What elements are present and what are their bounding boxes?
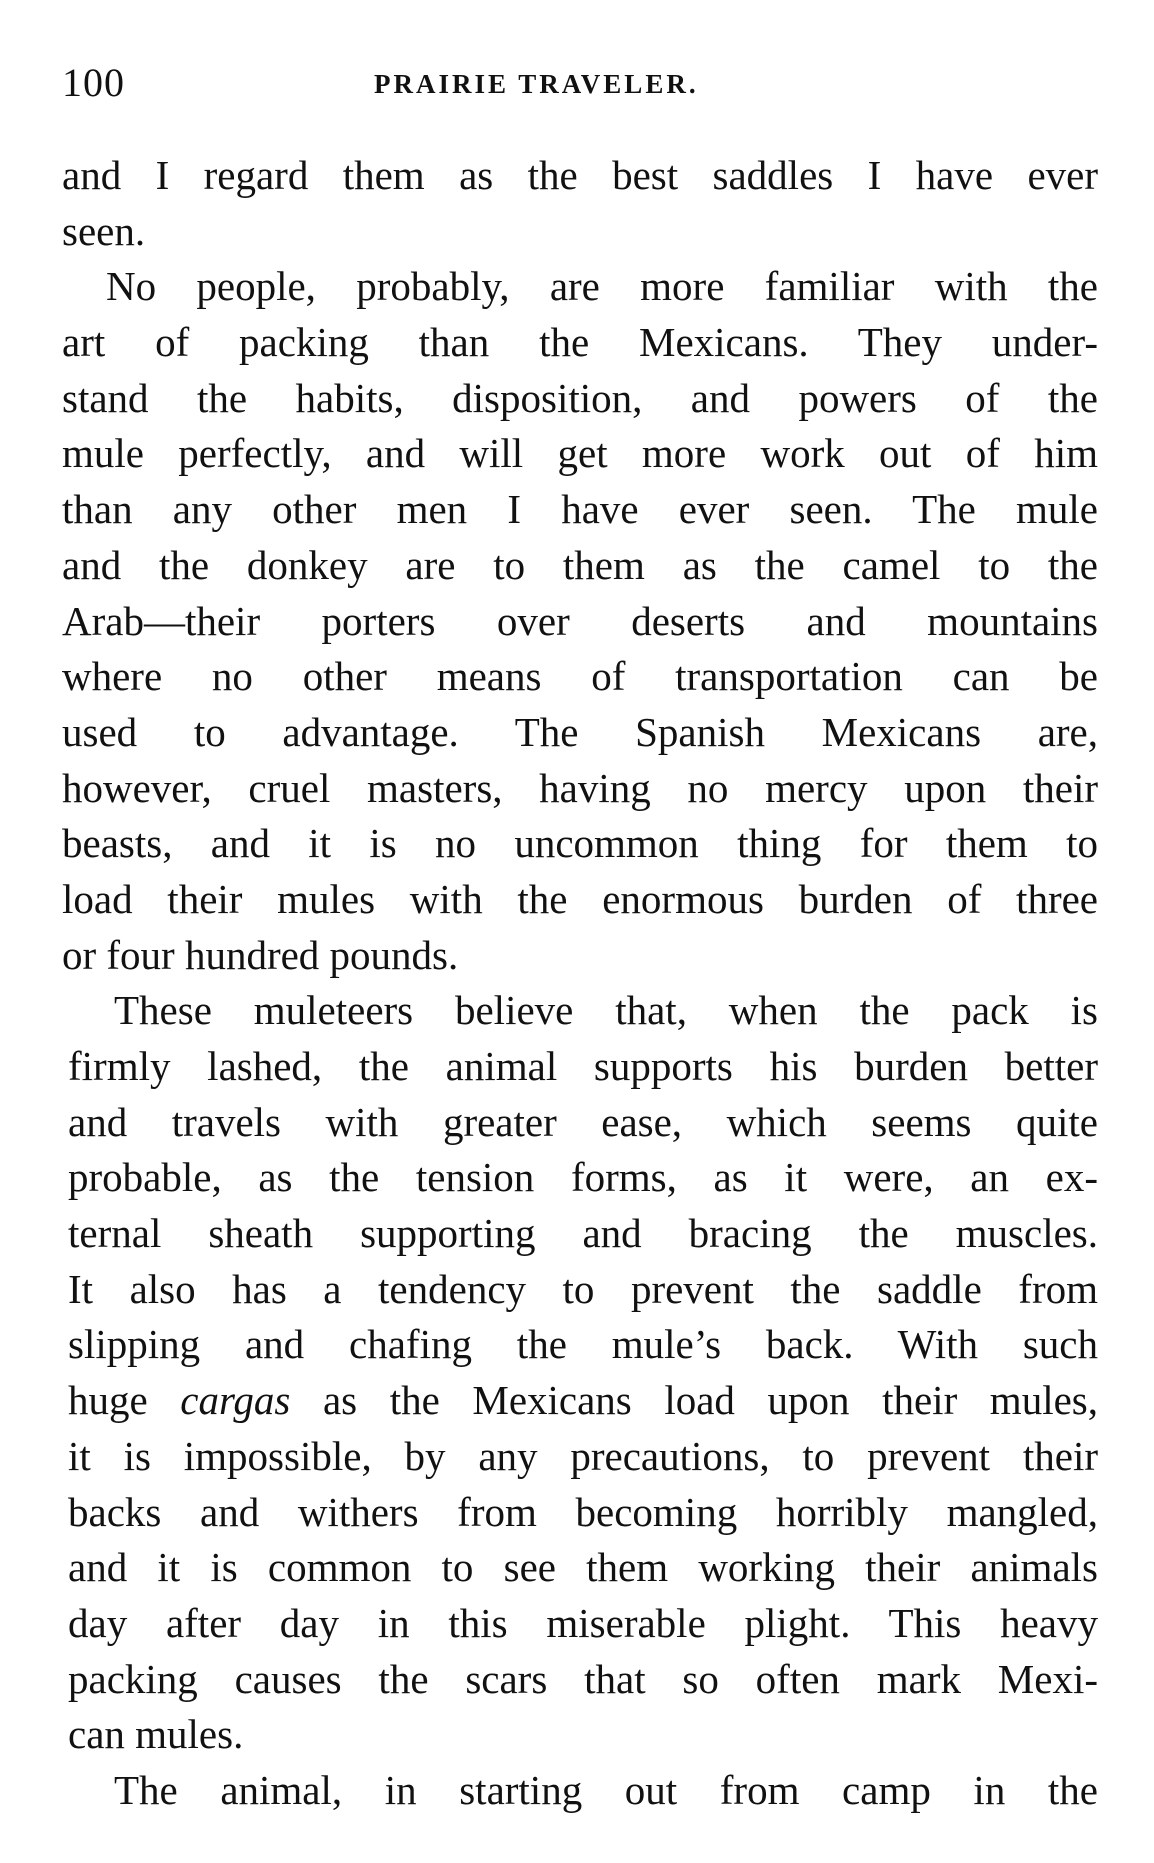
text-line: backs and withers from becoming horribly mangled, <box>68 1488 1098 1535</box>
text-line: stand the habits, disposition, and powers of the <box>62 374 1098 421</box>
text-line: seen. <box>62 207 146 254</box>
text-line: The animal, in starting out from camp in the <box>114 1766 1098 1813</box>
body-text <box>62 148 1098 1819</box>
text-line: it is impossible, by any precautions, to prevent their <box>68 1432 1098 1479</box>
text-line: can mules. <box>68 1711 244 1758</box>
text-line: where no other means of transportation can be <box>62 653 1098 700</box>
text-line: No people, probably, are more familiar with the <box>106 263 1098 310</box>
text-line: than any other men I have ever seen. The mule <box>62 486 1098 533</box>
text-line: and it is common to see them working their animals <box>68 1544 1098 1591</box>
text-line: firmly lashed, the animal supports his burden better <box>68 1043 1098 1089</box>
text-line: and the donkey are to them as the camel to the <box>62 541 1098 588</box>
text-run: huge <box>68 1377 181 1424</box>
text-line <box>62 1373 1098 1429</box>
page-number: 100 <box>62 60 125 105</box>
text-line: It also has a tendency to prevent the saddle from <box>68 1265 1098 1312</box>
running-head <box>62 58 1102 108</box>
text-line: and travels with greater ease, which seems quite <box>68 1098 1098 1145</box>
text-line: Arab—their porters over deserts and mountains <box>62 597 1098 644</box>
text-line: packing causes the scars that so often mark Mexi- <box>68 1655 1098 1702</box>
text-line: load their mules with the enormous burden of three <box>62 875 1098 922</box>
running-title: PRAIRIE TRAVELER. <box>374 69 699 99</box>
text-line: ternal sheath supporting and bracing the muscles. <box>68 1210 1098 1257</box>
italic-word: cargas <box>180 1377 291 1424</box>
text-line: and I regard them as the best saddles I have ever <box>62 152 1098 198</box>
text-line: day after day in this miserable plight. This heavy <box>68 1599 1098 1646</box>
text-line: however, cruel masters, having no mercy upon their <box>62 764 1098 811</box>
text-line: mule perfectly, and will get more work out of him <box>62 430 1098 477</box>
text-line: used to advantage. The Spanish Mexicans are, <box>62 708 1098 755</box>
text-run: as the Mexicans load upon their mules, <box>290 1377 1098 1424</box>
text-line: beasts, and it is no uncommon thing for them to <box>62 820 1098 867</box>
text-line: These muleteers believe that, when the pack is <box>114 987 1098 1034</box>
text-line: art of packing than the Mexicans. They under- <box>62 319 1098 366</box>
text-line: probable, as the tension forms, as it were, an ex- <box>68 1154 1098 1201</box>
text-line: slipping and chafing the mule’s back. With such <box>68 1321 1098 1368</box>
text-line: or four hundred pounds. <box>62 931 459 978</box>
